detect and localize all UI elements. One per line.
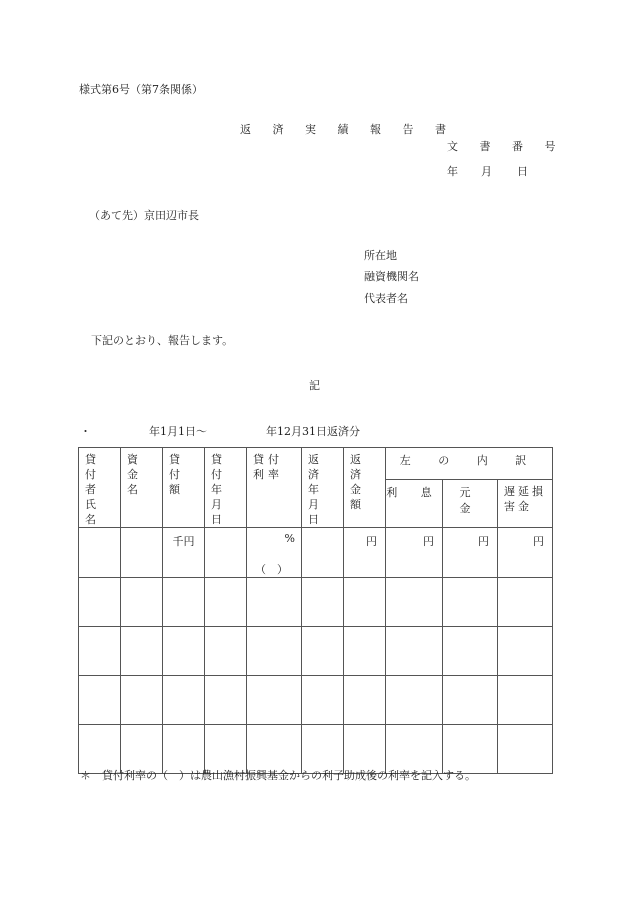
repayment-table [78,447,553,774]
cell[interactable] [247,627,302,676]
cell[interactable] [163,578,205,627]
header-late-damages: 遅延損害金 [498,480,553,528]
intro-text: 下記のとおり、報告します。 [91,334,234,347]
table-row [79,578,553,627]
cell[interactable] [344,578,386,627]
header-loan-rate: 貸付利率 [247,448,302,528]
cell[interactable] [302,676,344,725]
period-start: 年1月1日～ [149,425,207,438]
form-number: 様式第6号（第7条関係） [79,83,203,96]
addressee: （あて先）京田辺市長 [89,209,199,222]
subsidized-rate-paren: （ ） [255,563,288,576]
header-loan-date: 貸付年月日 [205,448,247,528]
cell[interactable] [121,627,163,676]
cell[interactable] [443,676,498,725]
cell[interactable] [121,676,163,725]
cell[interactable] [386,676,443,725]
cell[interactable] [386,578,443,627]
cell[interactable] [386,627,443,676]
table-row [79,627,553,676]
table-row [79,676,553,725]
cell[interactable] [302,627,344,676]
sender-representative-label: 代表者名 [364,292,408,305]
cell[interactable] [344,676,386,725]
cell[interactable] [302,578,344,627]
cell[interactable] [121,578,163,627]
cell[interactable] [205,578,247,627]
cell-repay-amount[interactable] [344,528,386,578]
cell[interactable] [247,578,302,627]
cell[interactable] [205,627,247,676]
ki-heading: 記 [309,379,320,392]
cell[interactable] [205,676,247,725]
cell[interactable] [163,676,205,725]
cell-loan-rate[interactable] [247,528,302,578]
header-loan-amount: 貸付額 [163,448,205,528]
unit-yen: 円 [533,535,544,548]
cell-loan-date[interactable] [205,528,247,578]
header-interest: 利 息 [386,480,443,528]
unit-yen: 円 [366,535,377,548]
cell-late-damages[interactable] [498,528,553,578]
unit-yen: 円 [478,535,489,548]
header-fund-name: 資金名 [121,448,163,528]
date-year-label: 年 [447,165,458,178]
cell[interactable] [498,676,553,725]
sender-address-label: 所在地 [364,249,397,262]
period-bullet: ・ [80,425,91,438]
header-repay-amount: 返済金額 [344,448,386,528]
unit-yen: 円 [423,535,434,548]
header-principal: 元 金 [443,480,498,528]
cell-repay-date[interactable] [302,528,344,578]
cell[interactable] [247,676,302,725]
cell[interactable] [443,578,498,627]
cell-loan-amount[interactable] [163,528,205,578]
table-row [79,528,553,578]
document-number-label: 文 書 番 号 [447,140,565,153]
cell-interest[interactable] [386,528,443,578]
footnote: ＊ 貸付利率の（ ）は農山漁村振興基金からの利子助成後の利率を記入する。 [80,769,476,782]
cell[interactable] [79,627,121,676]
sender-institution-label: 融資機関名 [364,270,419,283]
cell[interactable] [163,627,205,676]
cell[interactable] [498,627,553,676]
unit-thousand-yen: 千円 [172,535,195,548]
header-borrower-name: 貸付者氏名 [79,448,121,528]
cell[interactable] [79,578,121,627]
cell-principal[interactable] [443,528,498,578]
cell[interactable] [498,725,553,774]
period-end: 年12月31日返済分 [266,425,360,438]
cell-fund-name[interactable] [121,528,163,578]
cell[interactable] [498,578,553,627]
date-month-label: 月 [481,165,492,178]
document-title: 返 済 実 績 報 告 書 [240,123,455,136]
cell[interactable] [344,627,386,676]
cell[interactable] [443,627,498,676]
cell[interactable] [79,676,121,725]
date-day-label: 日 [517,165,528,178]
header-repay-date: 返済年月日 [302,448,344,528]
unit-percent: % [284,532,295,545]
cell-borrower-name[interactable] [79,528,121,578]
header-breakdown: 左 の 内 訳 [386,448,553,480]
